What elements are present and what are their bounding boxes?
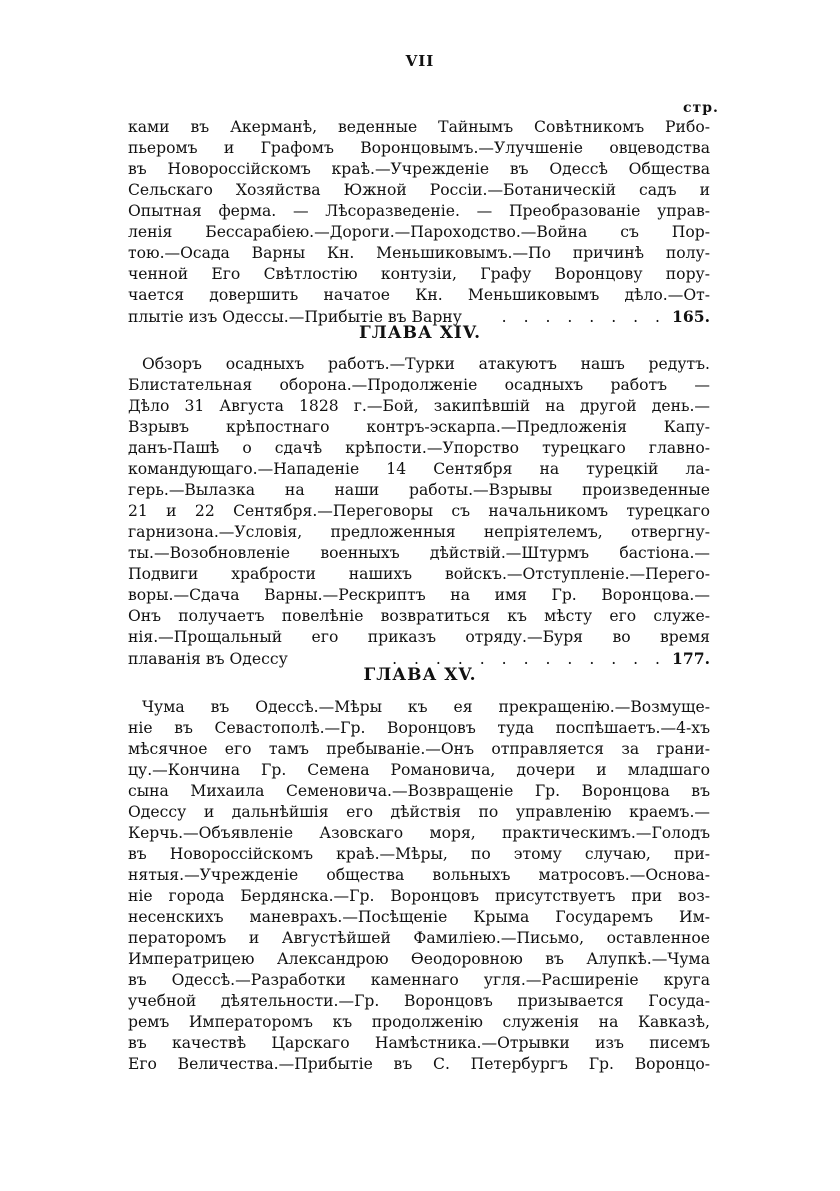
toc-page-number: 165. — [672, 307, 710, 326]
chapter-heading: ГЛАВА XIV. — [358, 323, 482, 343]
text-line: Блистательная оборона.—Продолженіе осадныхъ работъ — — [128, 376, 710, 394]
chapter-summary — [128, 354, 710, 669]
text-line: въ Новороссійскомъ краѣ.—Учрежденіе въ Одессѣ Общества — [128, 160, 710, 178]
text-line: чается довершить начатое Кн. Меньшиковымъ дѣло.—От- — [128, 286, 710, 304]
text-line: гарнизона.—Условія, предложенныя непріятелемъ, отвергну- — [128, 523, 710, 541]
text-line: ператоромъ и Августѣйшей Фамиліею.—Письмо, оставленное — [128, 929, 710, 947]
text-line: Взрывъ крѣпостнаго контръ-эскарпа.—Предложенія Капу- — [128, 418, 710, 436]
text-line: учебной дѣятельности.—Гр. Воронцовъ призывается Госуда- — [128, 992, 710, 1010]
text-line: ніе въ Севастополѣ.—Гр. Воронцовъ туда поспѣшаетъ.—4-хъ — [128, 719, 710, 737]
text-line: Опытная ферма. — Лѣсоразведеніе. — Преобразованіе управ- — [128, 202, 710, 220]
text-line: пьеромъ и Графомъ Воронцовымъ.—Улучшеніе овцеводства — [128, 139, 710, 157]
text-line: нія.—Прощальный его приказъ отряду.—Буря во время — [128, 628, 710, 646]
text-line: ленія Бессарабіею.—Дороги.—Пароходство.—Война съ Пор- — [128, 223, 710, 241]
toc-entry-text: плытіе изъ Одессы.—Прибытіе въ Варну — [128, 308, 462, 326]
text-line: Чума въ Одессѣ.—Мѣры къ ея прекращенію.—Возмуще- — [142, 698, 710, 716]
chapter-summary — [128, 697, 710, 1075]
text-line: мѣсячное его тамъ пребываніе.—Онъ отправляется за грани- — [128, 740, 710, 758]
text-line: цу.—Кончина Гр. Семена Романовича, дочери и младшаго — [128, 761, 710, 779]
text-line: въ качествѣ Царскаго Намѣстника.—Отрывки изъ писемъ — [128, 1034, 710, 1052]
text-line: ты.—Возобновленіе военныхъ дѣйствій.—Штурмъ бастіона.— — [128, 544, 710, 562]
text-line: данъ-Пашѣ о сдачѣ крѣпости.—Упорство турецкаго главно- — [128, 439, 710, 457]
text-line: Керчь.—Объявленіе Азовскаго моря, практическимъ.—Голодъ — [128, 824, 710, 842]
text-line: ченной Его Свѣтлостію контузіи, Графу Воронцову пору- — [128, 265, 710, 283]
text-line: воры.—Сдача Варны.—Рескриптъ на имя Гр. Воронцова.— — [128, 586, 710, 604]
toc-entry-text: плаванія въ Одессу — [128, 650, 288, 668]
toc-page-number: 177. — [672, 649, 710, 668]
text-line: Подвиги храбрости нашихъ войскъ.—Отступленіе.—Перего- — [128, 565, 710, 583]
page-column-label: стр. — [683, 100, 719, 116]
text-line: сына Михаила Семеновича.—Возвращеніе Гр. Воронцова въ — [128, 782, 710, 800]
chapter-heading: ГЛАВА XV. — [363, 665, 477, 685]
text-line: Императрицею Александрою Ѳеодоровною въ Алупкѣ.—Чума — [128, 950, 710, 968]
dot-leader: . . . . . . . . . . . . . — [392, 650, 667, 668]
text-line: нятыя.—Учрежденіе общества вольныхъ матросовъ.—Основа- — [128, 866, 710, 884]
text-line: ками въ Акерманѣ, веденные Тайнымъ Совѣтникомъ Рибо- — [128, 118, 710, 136]
text-line: Обзоръ осадныхъ работъ.—Турки атакуютъ нашъ редутъ. — [142, 355, 710, 373]
text-line: командующаго.—Нападеніе 14 Сентября на турецкій ла- — [128, 460, 710, 478]
text-line: герь.—Вылазка на наши работы.—Взрывы произведенные — [128, 481, 710, 499]
dot-leader: . . . . . . . . — [501, 308, 667, 326]
text-line: Онъ получаетъ повелѣніе возвратиться къ мѣсту его служе- — [128, 607, 710, 625]
text-line: Сельскаго Хозяйства Южной Россіи.—Ботаническій садъ и — [128, 181, 710, 199]
text-line: ремъ Императоромъ къ продолженію служенія на Кавказѣ, — [128, 1013, 710, 1031]
page-number: VII — [405, 52, 435, 70]
text-line: въ Одессѣ.—Разработки каменнаго угля.—Расширеніе круга — [128, 971, 710, 989]
text-line: тою.—Осада Варны Кн. Меньшиковымъ.—По причинѣ полу- — [128, 244, 710, 262]
text-line: Дѣло 31 Августа 1828 г.—Бой, закипѣвшій на другой день.— — [128, 397, 710, 415]
text-line: Его Величества.—Прибытіе въ С. Петербургъ Гр. Воронцо- — [128, 1055, 710, 1073]
text-line: въ Новороссійскомъ краѣ.—Мѣры, по этому случаю, при- — [128, 845, 710, 863]
chapter-summary-continued — [128, 117, 710, 327]
text-line: 21 и 22 Сентября.—Переговоры съ начальникомъ турецкаго — [128, 502, 710, 520]
text-line: несенскихъ маневрахъ.—Посѣщеніе Крыма Государемъ Им- — [128, 908, 710, 926]
text-line: Одессу и дальнѣйшія его дѣйствія по управленію краемъ.— — [128, 803, 710, 821]
text-line: ніе города Бердянска.—Гр. Воронцовъ присутствуетъ при воз- — [128, 887, 710, 905]
